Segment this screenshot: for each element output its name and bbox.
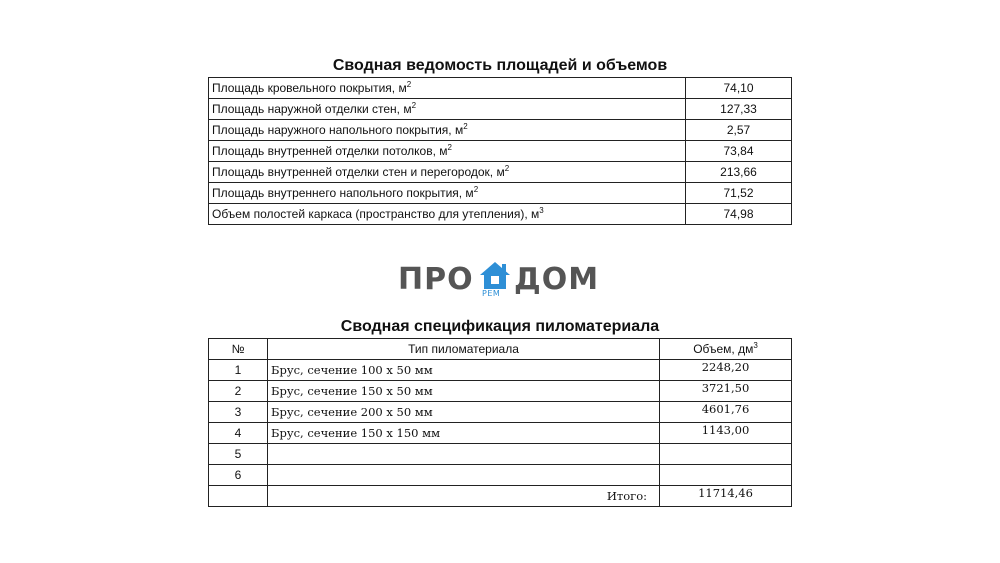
table-row <box>209 162 792 183</box>
area-value: 74,98 <box>686 204 792 225</box>
area-value: 73,84 <box>686 141 792 162</box>
area-value: 213,66 <box>686 162 792 183</box>
row-type <box>268 465 660 486</box>
table-row <box>209 183 792 204</box>
area-label: Площадь внутренней отделки стен и перегородок, $м^2$ <box>209 162 686 183</box>
total-label: Итого: <box>268 486 660 507</box>
row-volume: 3721,50 <box>660 381 792 402</box>
row-type: Брус, сечение 100 х 50 мм <box>268 360 660 381</box>
area-label: Площадь внутреннего напольного покрытия, $м^2$ <box>209 183 686 204</box>
row-type <box>268 444 660 465</box>
total-blank <box>209 486 268 507</box>
row-num: 6 <box>209 465 268 486</box>
row-type: Брус, сечение 200 х 50 мм <box>268 402 660 423</box>
logo-text-right: ДОМ <box>514 262 600 297</box>
row-num: 5 <box>209 444 268 465</box>
table-row <box>209 204 792 225</box>
area-value: 74,10 <box>686 78 792 99</box>
logo <box>398 258 608 302</box>
area-label: Объем полостей каркаса (пространство для утепления), $м^3$ <box>209 204 686 225</box>
area-label: Площадь кровельного покрытия, $м^2$ <box>209 78 686 99</box>
total-value: 11714,46 <box>660 486 792 507</box>
area-label: Площадь наружной отделки стен, $м^2$ <box>209 99 686 120</box>
row-type: Брус, сечение 150 х 150 мм <box>268 423 660 444</box>
table-row <box>209 423 792 444</box>
row-num: 1 <box>209 360 268 381</box>
areas-title: Сводная ведомость площадей и объемов <box>332 57 668 74</box>
logo-text-left: ПРО <box>398 262 474 297</box>
header-type: Тип пиломатериала <box>268 339 660 360</box>
spec-title: Сводная спецификация пиломатериала <box>340 318 660 335</box>
table-row <box>209 402 792 423</box>
row-volume: 2248,20 <box>660 360 792 381</box>
logo-subtext: РЕМ <box>482 289 501 298</box>
table-header-row <box>209 339 792 360</box>
row-num: 4 <box>209 423 268 444</box>
table-row <box>209 360 792 381</box>
table-row <box>209 78 792 99</box>
table-row <box>209 141 792 162</box>
table-row <box>209 99 792 120</box>
row-volume: 1143,00 <box>660 423 792 444</box>
house-icon <box>478 260 512 292</box>
table-row <box>209 120 792 141</box>
row-num: 3 <box>209 402 268 423</box>
areas-table <box>208 77 792 225</box>
spec-table <box>208 338 792 507</box>
table-row <box>209 444 792 465</box>
header-num: № <box>209 339 268 360</box>
table-total-row <box>209 486 792 507</box>
table-row <box>209 465 792 486</box>
row-volume <box>660 465 792 486</box>
row-volume <box>660 444 792 465</box>
area-label: Площадь наружного напольного покрытия, $м^2$ <box>209 120 686 141</box>
area-value: 2,57 <box>686 120 792 141</box>
area-value: 127,33 <box>686 99 792 120</box>
header-volume: Объем, $дм^3$ <box>660 339 792 360</box>
row-type: Брус, сечение 150 х 50 мм <box>268 381 660 402</box>
table-row <box>209 381 792 402</box>
area-value: 71,52 <box>686 183 792 204</box>
row-num: 2 <box>209 381 268 402</box>
row-volume: 4601,76 <box>660 402 792 423</box>
area-label: Площадь внутренней отделки потолков, $м^2$ <box>209 141 686 162</box>
